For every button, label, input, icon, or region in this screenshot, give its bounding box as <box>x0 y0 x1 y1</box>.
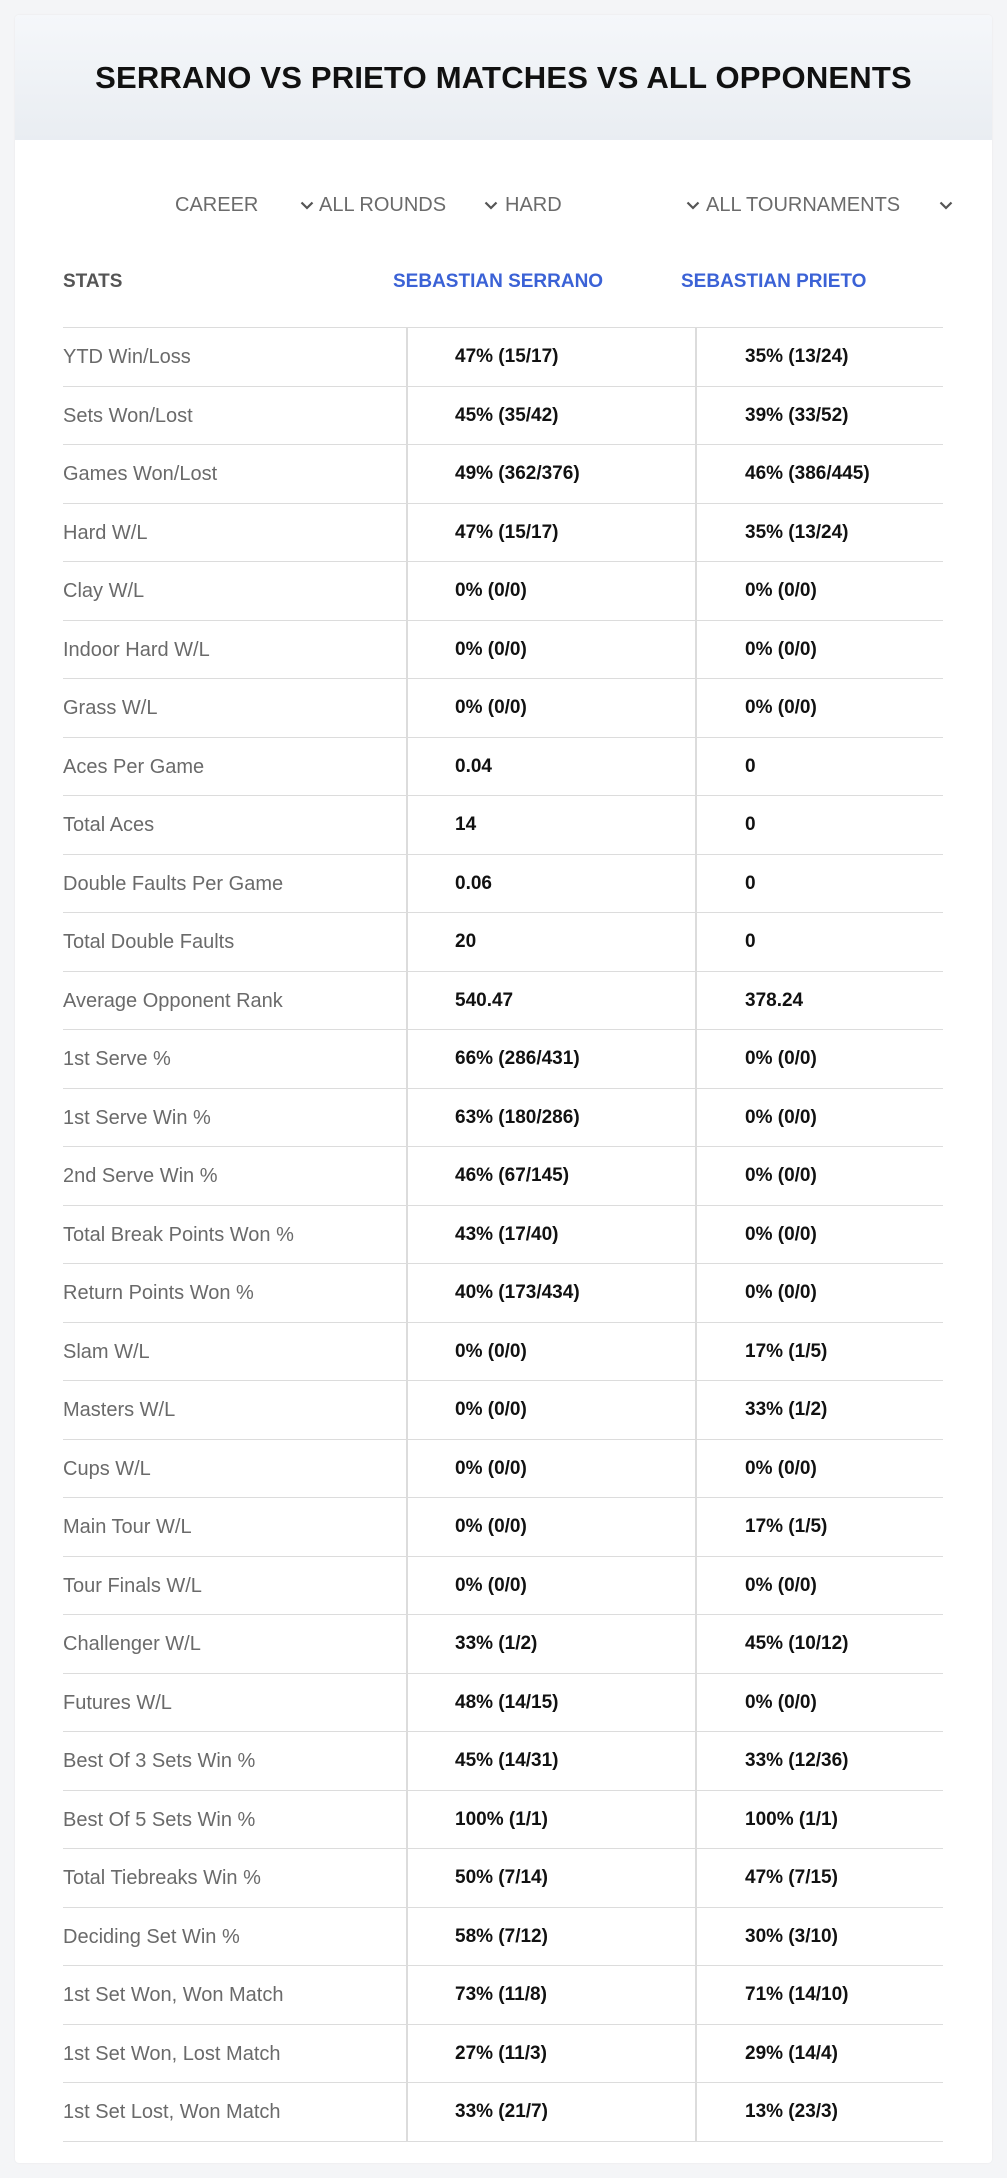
player1-column-header[interactable]: SEBASTIAN SERRANO <box>393 271 604 292</box>
tournament-select[interactable] <box>706 185 954 225</box>
stat-label: Futures W/L <box>63 1691 172 1714</box>
table-row <box>63 504 943 563</box>
stat-label: Games Won/Lost <box>63 463 218 485</box>
stat-label: Total Aces <box>63 814 155 836</box>
player1-stat-value: 58% (7/12) <box>455 1925 548 1947</box>
table-header <box>63 245 943 328</box>
player1-stat-value: 0% (0/0) <box>455 1340 527 1362</box>
table-row <box>63 562 943 621</box>
page-title: SERRANO VS PRIETO MATCHES VS ALL OPPONENTS <box>95 59 912 95</box>
stat-label: Total Double Faults <box>63 931 235 953</box>
table-row <box>63 913 943 972</box>
table-row <box>63 1147 943 1206</box>
player1-stat-value: 0% (0/0) <box>455 1516 527 1537</box>
stat-label: 1st Set Lost, Won Match <box>63 2101 281 2123</box>
stat-label: Sets Won/Lost <box>63 404 193 427</box>
player1-stat-value: 0% (0/0) <box>455 638 527 660</box>
player1-stat-value: 0% (0/0) <box>455 1457 527 1479</box>
stat-label: Hard W/L <box>63 521 148 544</box>
player1-stat-value: 66% (286/431) <box>455 1048 580 1069</box>
player2-stat-value: 33% (12/36) <box>745 1750 849 1771</box>
tournament-select-value: ALL TOURNAMENTS <box>706 193 901 216</box>
player1-stat-value: 0.06 <box>455 872 492 894</box>
player1-stat-value: 0% (0/0) <box>455 1574 527 1596</box>
stat-label: Challenger W/L <box>63 1633 201 1655</box>
player1-stat-value: 45% (35/42) <box>455 404 559 426</box>
player2-stat-value: 0% (0/0) <box>745 580 817 601</box>
player1-stat-value: 47% (15/17) <box>455 521 559 543</box>
table-row <box>63 445 943 504</box>
table-row <box>63 1381 943 1440</box>
player2-stat-value: 100% (1/1) <box>745 1808 838 1830</box>
table-row <box>63 1849 943 1908</box>
player2-stat-value: 13% (23/3) <box>745 2101 838 2122</box>
player1-stat-value: 0% (0/0) <box>455 697 527 718</box>
table-row <box>63 855 943 914</box>
player2-stat-value: 35% (13/24) <box>745 521 849 543</box>
round-select[interactable] <box>319 185 499 225</box>
table-row <box>63 1674 943 1733</box>
stat-label: Indoor Hard W/L <box>63 638 210 661</box>
player2-stat-value: 17% (1/5) <box>745 1516 828 1537</box>
stat-label: Return Points Won % <box>63 1282 254 1304</box>
player1-stat-value: 63% (180/286) <box>455 1106 580 1128</box>
table-row <box>63 972 943 1031</box>
table-row <box>63 1089 943 1148</box>
player2-stat-value: 47% (7/15) <box>745 1867 838 1888</box>
stat-label: Grass W/L <box>63 697 158 719</box>
player2-stat-value: 0% (0/0) <box>745 1223 817 1245</box>
player2-stat-value: 378.24 <box>745 989 804 1011</box>
period-select-value: CAREER <box>175 193 259 216</box>
table-row <box>63 1732 943 1791</box>
player2-stat-value: 0 <box>745 755 756 777</box>
player1-stat-value: 33% (21/7) <box>455 2101 548 2122</box>
table-row <box>63 2083 943 2142</box>
stat-label: Best Of 3 Sets Win % <box>63 1750 256 1772</box>
player2-stat-value: 33% (1/2) <box>745 1399 828 1420</box>
player1-stat-value: 48% (14/15) <box>455 1691 559 1713</box>
table-row <box>63 1264 943 1323</box>
table-row <box>63 1966 943 2025</box>
player2-stat-value: 0% (0/0) <box>745 1282 817 1303</box>
table-row <box>63 1908 943 1967</box>
table-row <box>63 1791 943 1850</box>
player2-stat-value: 45% (10/12) <box>745 1633 849 1654</box>
player2-stat-value: 0% (0/0) <box>745 638 817 660</box>
table-row <box>63 1030 943 1089</box>
table-row <box>63 2025 943 2084</box>
stat-label: 2nd Serve Win % <box>63 1165 218 1187</box>
stat-label: Aces Per Game <box>63 755 205 778</box>
table-row <box>63 738 943 797</box>
stat-label: 1st Serve Win % <box>63 1106 211 1129</box>
column-divider <box>406 327 408 2141</box>
stat-label: Total Tiebreaks Win % <box>63 1867 261 1889</box>
player1-stat-value: 14 <box>455 814 477 835</box>
stats-card <box>15 15 992 2163</box>
table-row <box>63 387 943 446</box>
player2-stat-value: 29% (14/4) <box>745 2042 838 2064</box>
player2-stat-value: 71% (14/10) <box>745 1984 849 2005</box>
player2-stat-value: 35% (13/24) <box>745 346 849 367</box>
chevron-down-icon <box>299 197 315 213</box>
stat-label: Deciding Set Win % <box>63 1925 240 1948</box>
player2-stat-value: 30% (3/10) <box>745 1925 838 1947</box>
table-row <box>63 621 943 680</box>
player1-stat-value: 40% (173/434) <box>455 1282 580 1303</box>
player1-stat-value: 49% (362/376) <box>455 463 580 484</box>
player1-stat-value: 0.04 <box>455 755 492 777</box>
player2-stat-value: 0% (0/0) <box>745 1691 817 1713</box>
stat-label: Main Tour W/L <box>63 1516 192 1538</box>
table-row <box>63 1615 943 1674</box>
player2-stat-value: 0 <box>745 814 756 835</box>
player2-stat-value: 0% (0/0) <box>745 1048 817 1069</box>
player1-stat-value: 46% (67/145) <box>455 1165 570 1186</box>
player1-stat-value: 540.47 <box>455 989 514 1011</box>
stat-label: YTD Win/Loss <box>63 346 191 368</box>
player1-stat-value: 47% (15/17) <box>455 346 559 367</box>
player2-stat-value: 0 <box>745 872 756 894</box>
player2-stat-value: 0% (0/0) <box>745 1457 817 1479</box>
column-divider <box>695 327 697 2141</box>
table-row <box>63 1440 943 1499</box>
player1-stat-value: 50% (7/14) <box>455 1867 548 1888</box>
stats-table <box>63 245 943 2142</box>
player2-stat-value: 39% (33/52) <box>745 404 849 426</box>
player2-stat-value: 0% (0/0) <box>745 1165 817 1186</box>
player1-stat-value: 0% (0/0) <box>455 1399 527 1420</box>
surface-select-value: HARD <box>505 193 562 216</box>
filter-bar <box>15 185 992 225</box>
stat-label: 1st Serve % <box>63 1048 171 1070</box>
stat-label: Masters W/L <box>63 1399 176 1421</box>
stats-column-header: STATS <box>63 271 123 292</box>
table-row <box>63 1557 943 1616</box>
player2-stat-value: 0 <box>745 931 756 952</box>
card-header <box>15 15 992 140</box>
stat-label: Tour Finals W/L <box>63 1574 202 1597</box>
player1-stat-value: 20 <box>455 931 477 952</box>
player2-column-header[interactable]: SEBASTIAN PRIETO <box>681 271 867 292</box>
stat-label: 1st Set Won, Lost Match <box>63 2042 281 2065</box>
player2-stat-value: 0% (0/0) <box>745 1574 817 1596</box>
player2-stat-value: 0% (0/0) <box>745 1106 817 1128</box>
chevron-down-icon <box>483 197 499 213</box>
chevron-down-icon <box>938 197 954 213</box>
stat-label: Clay W/L <box>63 580 145 602</box>
table-row <box>63 1323 943 1382</box>
stat-label: Double Faults Per Game <box>63 872 284 895</box>
player2-stat-value: 46% (386/445) <box>745 463 870 484</box>
chevron-down-icon <box>685 197 701 213</box>
stat-label: Average Opponent Rank <box>63 989 283 1012</box>
round-select-value: ALL ROUNDS <box>319 193 447 216</box>
player1-stat-value: 27% (11/3) <box>455 2042 547 2064</box>
player1-stat-value: 45% (14/31) <box>455 1750 559 1771</box>
player2-stat-value: 17% (1/5) <box>745 1340 828 1362</box>
stat-label: Cups W/L <box>63 1457 151 1480</box>
table-row <box>63 796 943 855</box>
stat-label: Total Break Points Won % <box>63 1223 294 1246</box>
period-select[interactable] <box>175 185 315 225</box>
stat-label: Best Of 5 Sets Win % <box>63 1808 256 1831</box>
player2-stat-value: 0% (0/0) <box>745 697 817 718</box>
player1-stat-value: 43% (17/40) <box>455 1223 559 1245</box>
table-row <box>63 1206 943 1265</box>
surface-select[interactable] <box>505 185 701 225</box>
player1-stat-value: 73% (11/8) <box>455 1984 547 2005</box>
table-row <box>63 679 943 738</box>
player1-stat-value: 100% (1/1) <box>455 1808 548 1830</box>
table-row <box>63 1498 943 1557</box>
player1-stat-value: 33% (1/2) <box>455 1633 538 1654</box>
table-body <box>63 328 943 2142</box>
table-row <box>63 328 943 387</box>
stat-label: 1st Set Won, Won Match <box>63 1984 284 2006</box>
stat-label: Slam W/L <box>63 1340 150 1363</box>
player1-stat-value: 0% (0/0) <box>455 580 527 601</box>
